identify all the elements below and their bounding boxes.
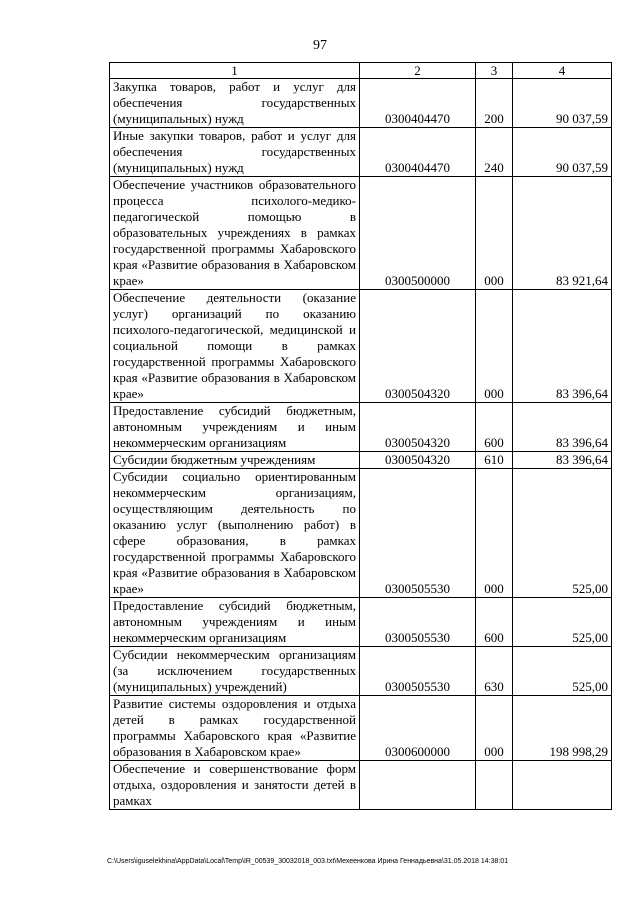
row-name: Обеспечение участников образовательного процесса психолого-медико-педагогической помощью в образовательных учреждениях в рамках государственной программы Хабаровского края «Развитие образования в Хабаровском крае»	[110, 177, 360, 290]
table-row	[110, 290, 612, 403]
row-expense-type: 000	[476, 696, 513, 761]
table-row	[110, 128, 612, 177]
row-name: Предоставление субсидий бюджетным, автономным учреждениям и иным некоммерческим организациям	[110, 403, 360, 452]
row-code: 0300505530	[360, 469, 476, 598]
row-amount: 83 921,64	[513, 177, 612, 290]
table-row	[110, 79, 612, 128]
table-row	[110, 452, 612, 469]
row-expense-type: 000	[476, 177, 513, 290]
file-path-footer: C:\Users\iguselekhina\AppData\Local\Temp\IR_00539_30032018_003.txt\Мехеенкова Ирина Геннадьевна\31.05.2018 14:38:01	[107, 858, 509, 865]
row-code: 0300504320	[360, 290, 476, 403]
page-number: 97	[313, 38, 327, 53]
row-name: Иные закупки товаров, работ и услуг для обеспечения государственных (муниципальных) нужд	[110, 128, 360, 177]
row-amount: 83 396,64	[513, 452, 612, 469]
row-code: 0300404470	[360, 79, 476, 128]
row-expense-type: 000	[476, 469, 513, 598]
table-header-row	[110, 63, 612, 79]
row-amount: 525,00	[513, 469, 612, 598]
row-expense-type: 000	[476, 290, 513, 403]
header-col-2: 2	[360, 63, 476, 79]
row-code: 0300505530	[360, 598, 476, 647]
row-code: 0300600000	[360, 696, 476, 761]
row-amount: 90 037,59	[513, 128, 612, 177]
row-code: 0300504320	[360, 403, 476, 452]
row-expense-type: 600	[476, 598, 513, 647]
row-name: Субсидии социально ориентированным некоммерческим организациям, осуществляющим деятельность по оказанию услуг (выполнению работ) в сфере образования, в рамках государственной программы Хабаровского края «Развитие образования в Хабаровском крае»	[110, 469, 360, 598]
budget-table	[109, 62, 612, 810]
row-amount: 198 998,29	[513, 696, 612, 761]
row-code	[360, 761, 476, 810]
row-expense-type: 200	[476, 79, 513, 128]
row-amount: 83 396,64	[513, 290, 612, 403]
row-expense-type: 600	[476, 403, 513, 452]
row-name: Субсидии некоммерческим организациям (за исключением государственных (муниципальных) учреждений)	[110, 647, 360, 696]
header-col-3: 3	[476, 63, 513, 79]
table-row	[110, 403, 612, 452]
row-name: Обеспечение и совершенствование форм отдыха, оздоровления и занятости детей в рамках	[110, 761, 360, 810]
row-amount	[513, 761, 612, 810]
row-name: Субсидии бюджетным учреждениям	[110, 452, 360, 469]
table-row	[110, 177, 612, 290]
row-name: Предоставление субсидий бюджетным, автономным учреждениям и иным некоммерческим организациям	[110, 598, 360, 647]
row-expense-type: 610	[476, 452, 513, 469]
header-col-4: 4	[513, 63, 612, 79]
row-code: 0300404470	[360, 128, 476, 177]
row-code: 0300500000	[360, 177, 476, 290]
row-code: 0300505530	[360, 647, 476, 696]
table-row	[110, 696, 612, 761]
row-expense-type: 240	[476, 128, 513, 177]
table-row	[110, 647, 612, 696]
header-col-1: 1	[110, 63, 360, 79]
row-amount: 525,00	[513, 598, 612, 647]
table-row	[110, 469, 612, 598]
table-row	[110, 598, 612, 647]
row-amount: 83 396,64	[513, 403, 612, 452]
row-code: 0300504320	[360, 452, 476, 469]
row-name: Закупка товаров, работ и услуг для обеспечения государственных (муниципальных) нужд	[110, 79, 360, 128]
row-name: Обеспечение деятельности (оказание услуг) организаций по оказанию психолого-педагогической, медицинской и социальной помощи в рамках государственной программы Хабаровского края «Развитие образования в Хабаровском крае»	[110, 290, 360, 403]
row-expense-type	[476, 761, 513, 810]
row-amount: 90 037,59	[513, 79, 612, 128]
row-amount: 525,00	[513, 647, 612, 696]
row-name: Развитие системы оздоровления и отдыха детей в рамках государственной программы Хабаровского края «Развитие образования в Хабаровском крае»	[110, 696, 360, 761]
row-expense-type: 630	[476, 647, 513, 696]
table-row	[110, 761, 612, 810]
